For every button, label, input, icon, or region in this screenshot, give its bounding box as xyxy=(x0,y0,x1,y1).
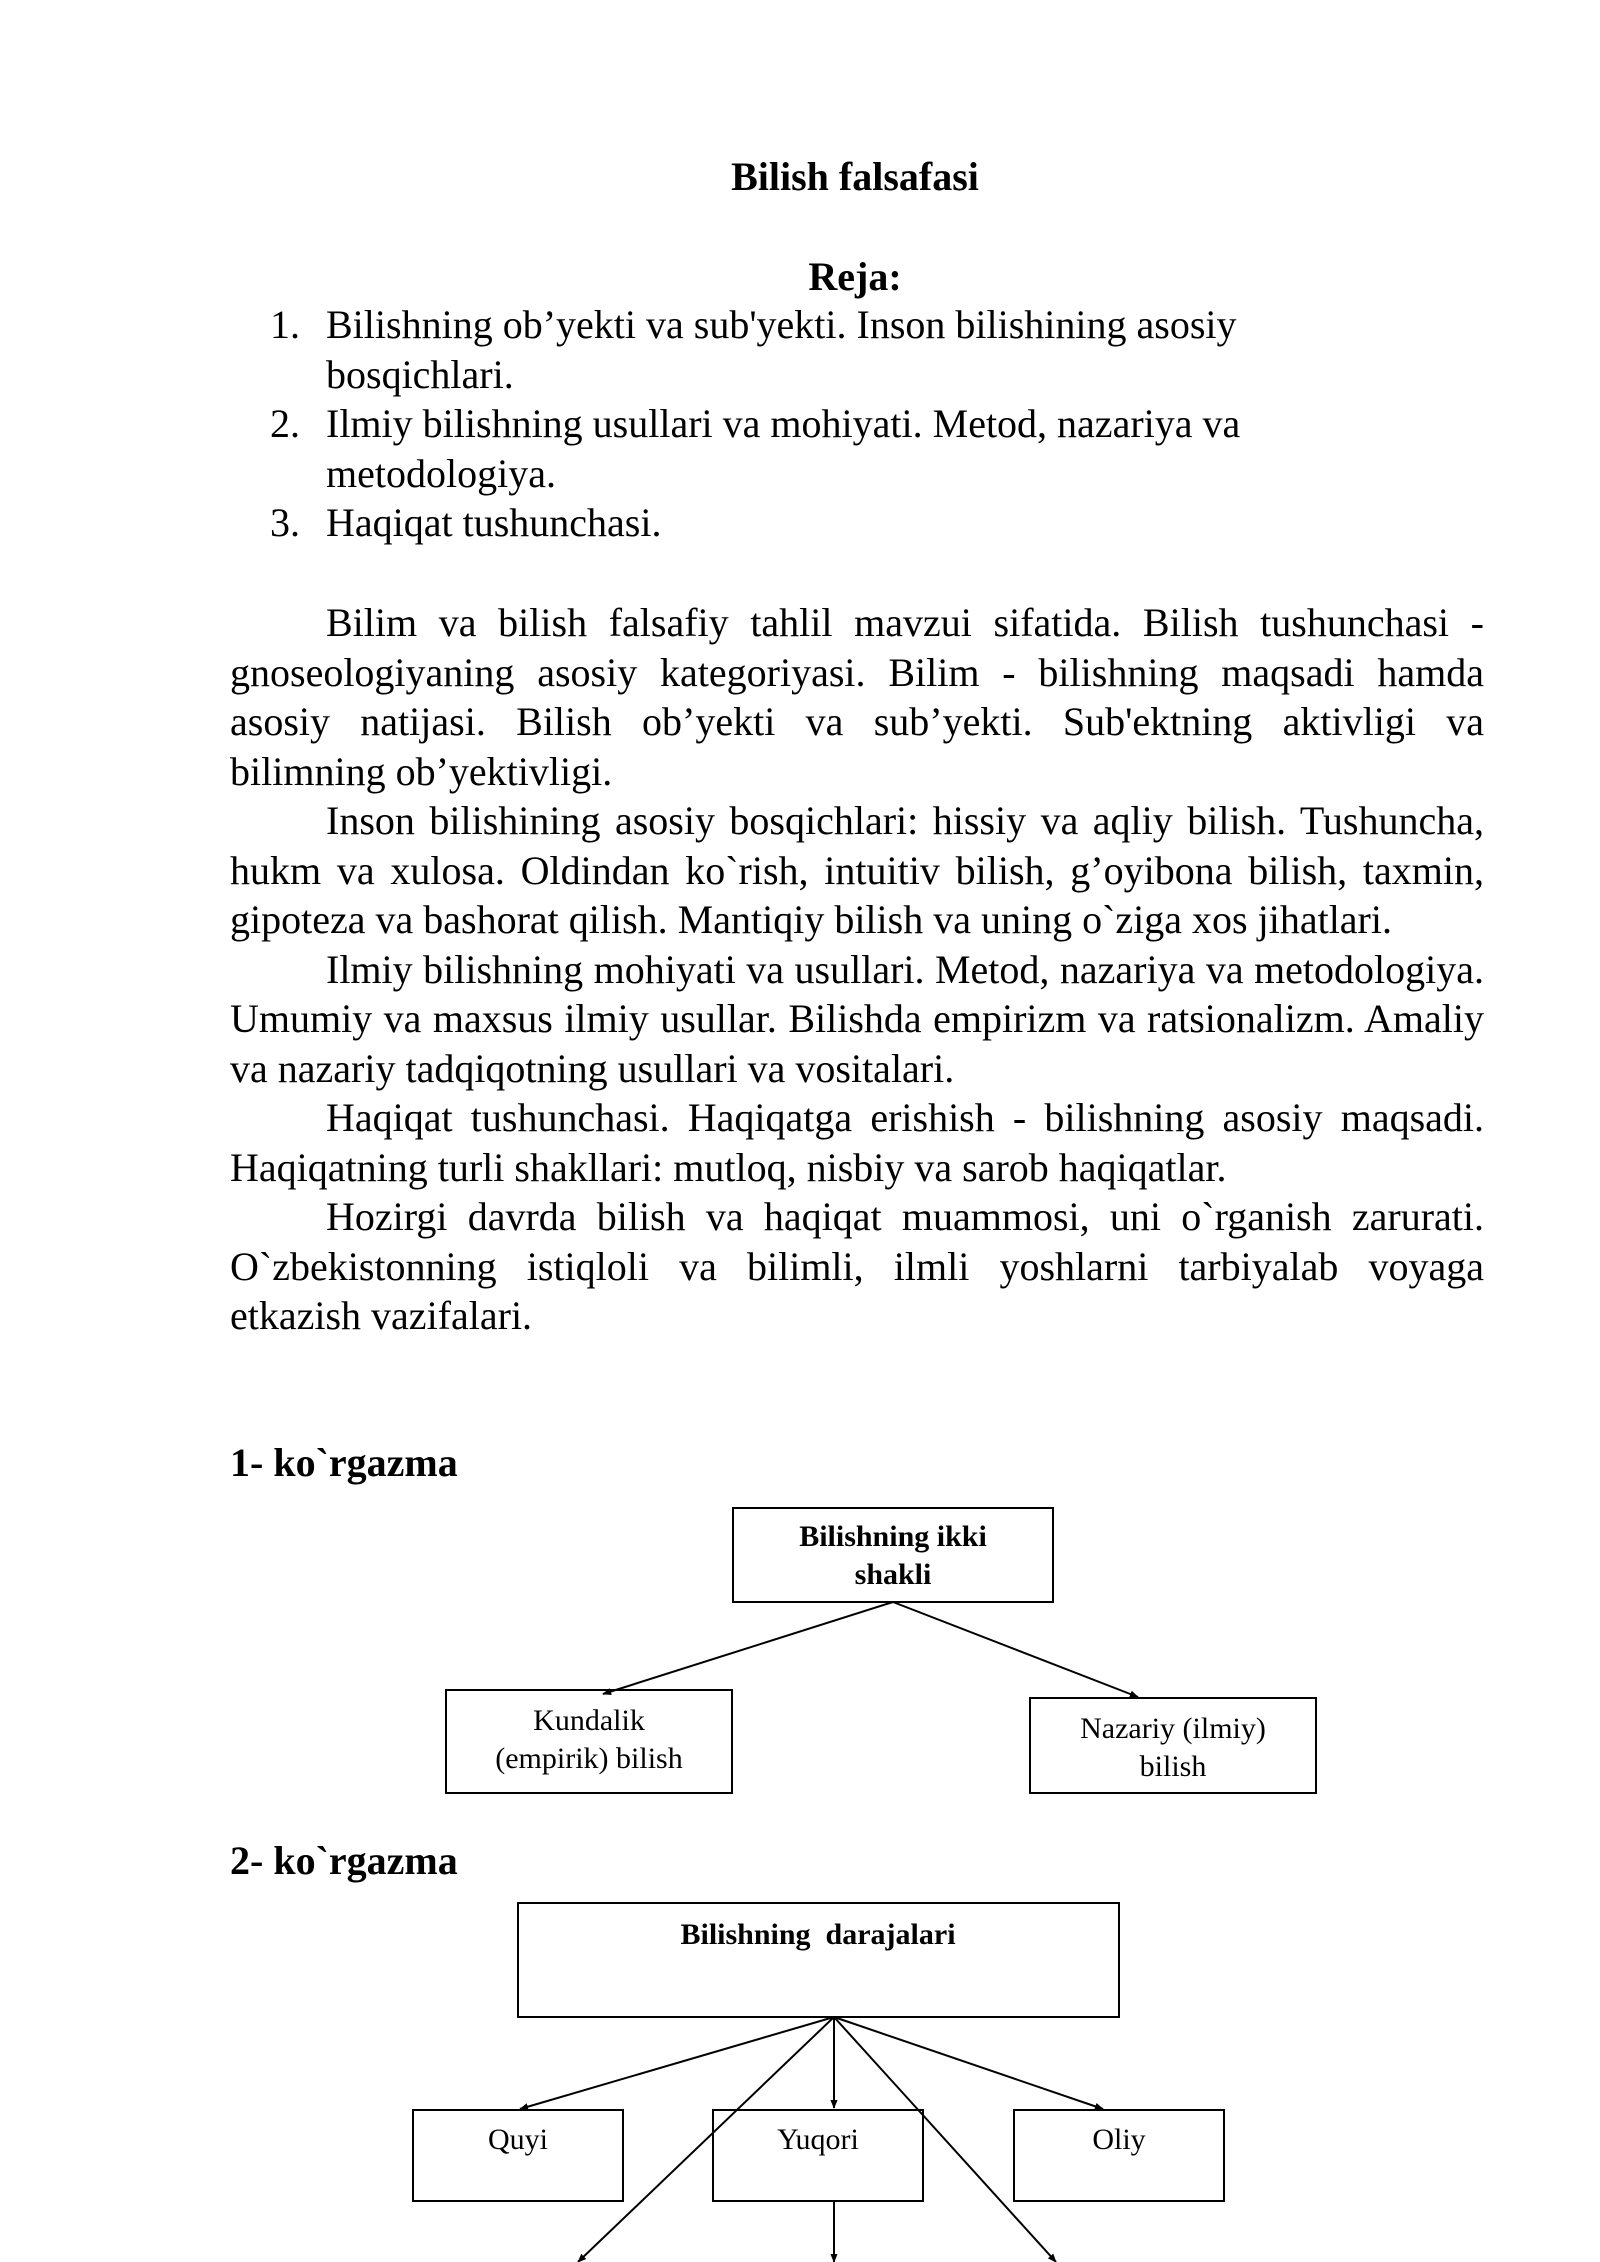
exhibit1-left-line1: Kundalik xyxy=(533,1704,645,1737)
plan-item-text: Ilmiy bilishning usullari va mohiyati. Metod, nazariya va metodologiya. xyxy=(326,401,1241,496)
plan-item-number: 3. xyxy=(270,500,300,545)
exhibit1-root-line1: Bilishning ikki xyxy=(799,1520,987,1553)
plan-item-text: Bilishning ob’yekti va sub'yekti. Inson bilishining asosiy bosqichlari. xyxy=(326,302,1237,397)
paragraph: Haqiqat tushunchasi. Haqiqatga erishish - bilishning asosiy maqsadi. Haqiqatning turli shakllari: mutloq, nisbiy va sarob haqiqatlar. xyxy=(230,1095,1484,1190)
paragraph: Inson bilishining asosiy bosqichlari: hissiy va aqliy bilish. Tushuncha, hukm va xulosa. Oldindan ko`rish, intuitiv bilish, g’oyibona bilish, taxmin, gipoteza va bashorat qilish. Mantiqiy bilish va uning o`ziga xos jihatlari. xyxy=(230,798,1484,942)
plan-item-number: 1. xyxy=(270,302,300,347)
plan-title: Reja: xyxy=(808,254,902,299)
exhibit1-heading: 1- ko`rgazma xyxy=(230,1440,458,1485)
exhibit2-heading: 2- ko`rgazma xyxy=(230,1838,458,1883)
exhibit1-right-line2: bilish xyxy=(1139,1750,1207,1783)
plan-item-text: Haqiqat tushunchasi. xyxy=(326,500,662,545)
paragraph: Hozirgi davrda bilish va haqiqat muammosi, uni o`rganish zarurati. O`zbekistonning istiqloli va bilimli, ilmli yoshlarni tarbiyalab voyaga etkazish vazifalari. xyxy=(230,1194,1484,1338)
plan-item-number: 2. xyxy=(270,401,300,446)
exhibit2-root-label: Bilishning darajalari xyxy=(680,1918,956,1951)
exhibit1-right-line1: Nazariy (ilmiy) xyxy=(1080,1712,1266,1745)
exhibit1-left-line2: (empirik) bilish xyxy=(495,1742,683,1775)
exhibit2-child3-label: Oliy xyxy=(1092,2123,1146,2156)
exhibit2-child2-label: Yuqori xyxy=(777,2123,859,2156)
document-title: Bilish falsafasi xyxy=(731,154,979,199)
exhibit1-diagram xyxy=(446,1508,1316,1793)
exhibit1-arrow-right xyxy=(893,1602,1138,1697)
paragraph: Ilmiy bilishning mohiyati va usullari. Metod, nazariya va metodologiya. Umumiy va maxsus ilmiy usullar. Bilishda empirizm va ratsionalizm. Amaliy va nazariy tadqiqotning usullari va vositalari. xyxy=(230,946,1484,1091)
exhibit2-diagram xyxy=(413,1903,1224,2262)
paragraph: Bilim va bilish falsafiy tahlil mavzui sifatida. Bilish tushunchasi - gnoseologiyaning asosiy kategoriyasi. Bilim - bilishning maqsadi hamda asosiy natijasi. Bilish ob’yekti va sub’yekti. Sub'ektning aktivligi va bilimning ob’yektivligi. xyxy=(230,600,1484,794)
exhibit1-root-line2: shakli xyxy=(854,1558,932,1591)
exhibit1-arrow-left xyxy=(603,1602,893,1694)
exhibit2-child1-label: Quyi xyxy=(488,2123,548,2156)
